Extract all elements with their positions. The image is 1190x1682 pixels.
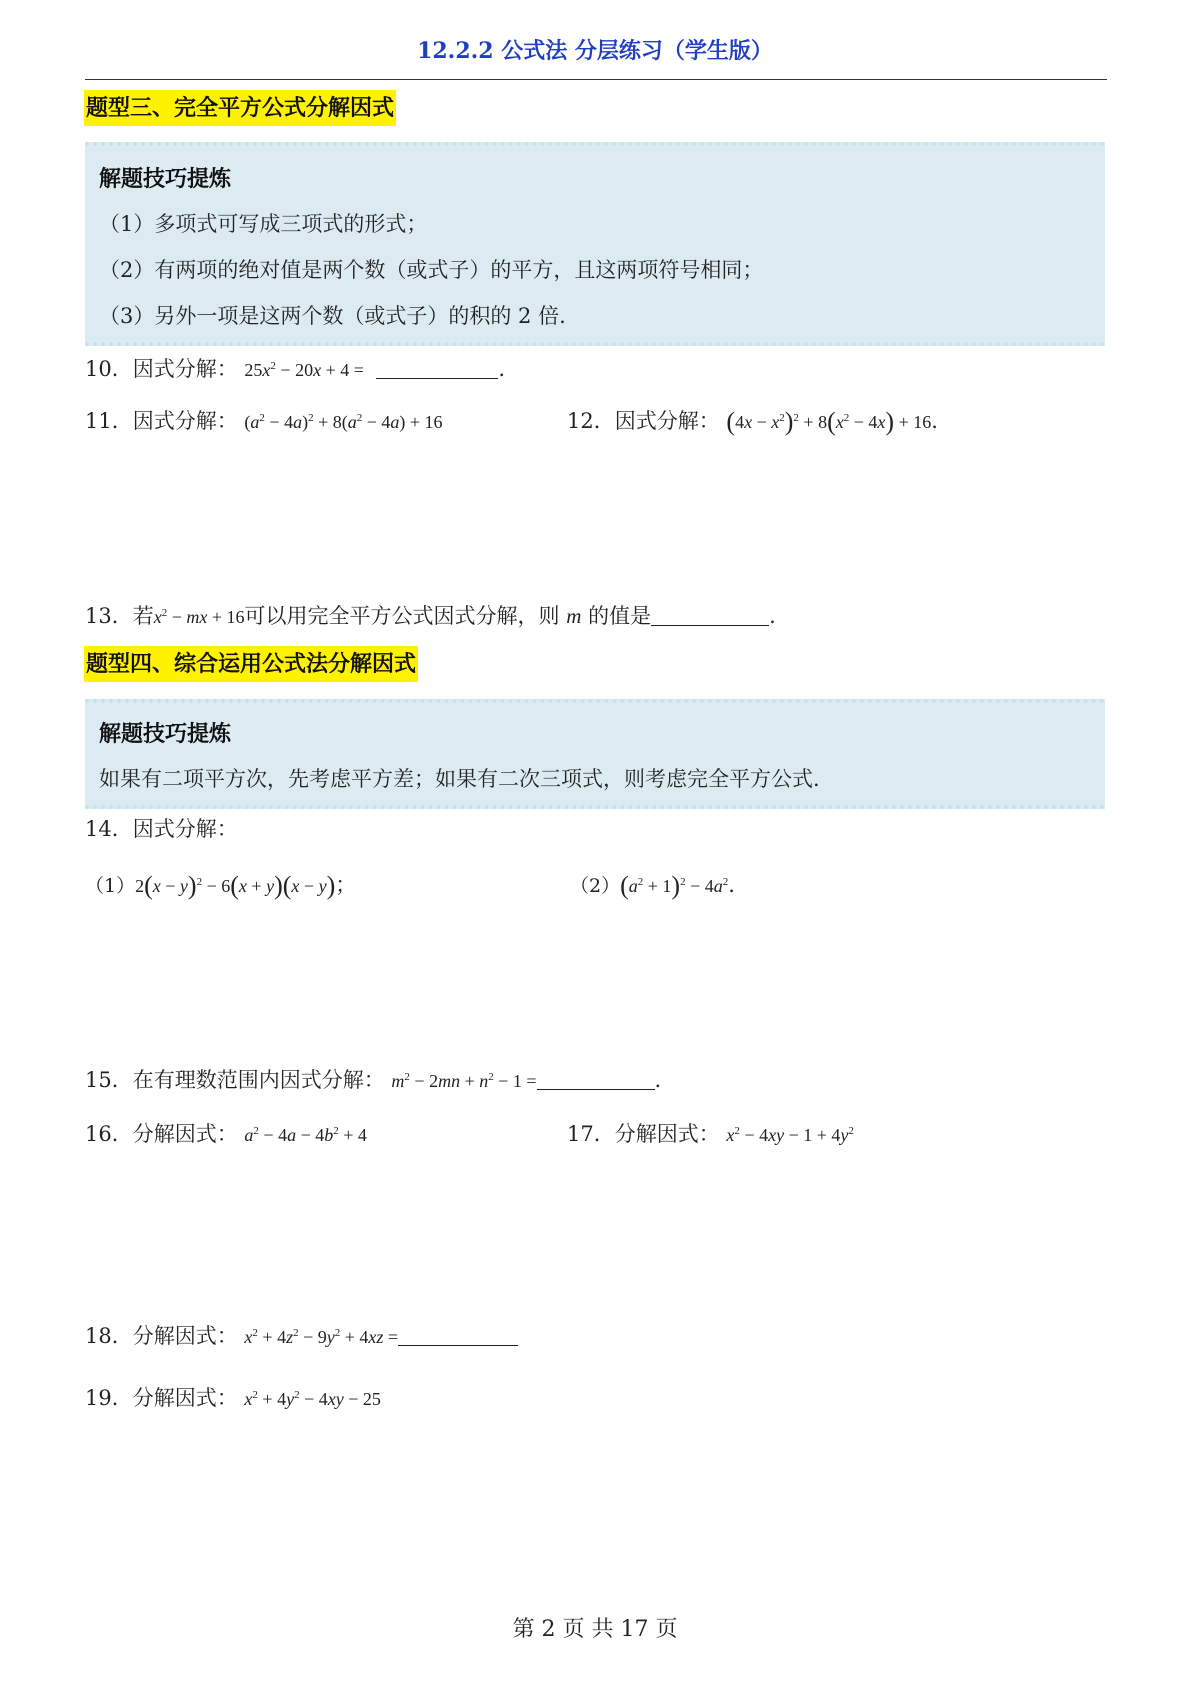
question-label: 16．分解因式： [85, 1122, 238, 1146]
question-18 [85, 1321, 518, 1352]
question-17 [567, 1119, 854, 1150]
math-expression: $x^2$ − mx + 16 [153, 607, 245, 627]
question-16 [85, 1119, 367, 1150]
question-label: 18．分解因式： [85, 1324, 238, 1348]
page-header-title: 12.2.2 公式法 分层练习（学生版） [417, 38, 773, 64]
math-expression: $(a^2 + 1)^2 - 4a^2$ [620, 871, 729, 900]
tip-box-4 [85, 699, 1105, 809]
math-expression: $x^2 - 4xy - 1 + 4y^2$ [726, 1125, 854, 1145]
answer-blank[interactable] [376, 358, 498, 379]
question-label: 15．在有理数范围内因式分解： [85, 1068, 385, 1092]
answer-blank[interactable] [537, 1069, 655, 1090]
question-14: 14．因式分解： [85, 817, 238, 841]
math-expression: $a^2 - 4a - 4b^2 + 4$ [244, 1125, 367, 1145]
section-title-3: 题型三、完全平方公式分解因式 [84, 90, 396, 126]
math-expression: $(a^2 - 4a)^2 + 8(a^2 - 4a) + 16$ [244, 412, 443, 432]
question-label: 10．因式分解： [85, 357, 238, 381]
question-label: 19．分解因式： [85, 1386, 238, 1410]
answer-blank[interactable] [651, 605, 769, 626]
tip-title: 解题技巧提炼 [99, 721, 232, 747]
math-expression: $m^2 - 2mn + n^2 - 1$ = [391, 1071, 537, 1091]
tip-box-3 [85, 142, 1105, 346]
question-label: 17．分解因式： [567, 1122, 720, 1146]
tip-line-3: （3）另外一项是这两个数（或式子）的积的 2 倍. [99, 304, 566, 328]
header-rule [85, 79, 1107, 80]
tip-line-2: （2）有两项的绝对值是两个数（或式子）的平方，且这两项符号相同； [99, 258, 764, 282]
question-14-part-1: $(1)2(x - y)^2 - 6(x + y)(x - y)$； [85, 871, 357, 900]
question-label: 11．因式分解： [85, 409, 238, 433]
tip-line-1: （1）多项式可写成三项式的形式； [99, 212, 428, 236]
question-12: 12．因式分解： $(4x - x^2)^2 + 8(x^2 - 4x) + 16$. [567, 407, 938, 436]
math-expression: $(4x - x^2)^2 + 8(x^2 - 4x) + 16$ [726, 407, 932, 436]
math-expression: $25x^2 - 20x + 4$ = [244, 360, 369, 380]
tip-title: 解题技巧提炼 [99, 166, 232, 192]
question-label: 13．若 [85, 604, 154, 628]
question-10: 10．因式分解： $25x^2 - 20x + 4$ = . [85, 357, 506, 381]
tip-line-1: 如果有二项平方次，先考虑平方差；如果有二次三项式，则考虑完全平方公式. [99, 767, 820, 791]
question-14-part-2: $(2)(a^2 + 1)^2 - 4a^2$. [570, 871, 735, 900]
question-15: 15．在有理数范围内因式分解： $m^2 - 2mn + n^2 - 1$ = . [85, 1068, 662, 1092]
math-expression: $2(x - y)^2 - 6(x + y)(x - y)$ [135, 871, 336, 900]
math-expression: $x^2 + 4z^2 - 9y^2 + 4xz$ = [244, 1327, 399, 1347]
question-13: 13．若$x^2$ − mx + 16可以用完全平方公式因式分解，则 m 的值是 . [85, 604, 776, 628]
section-title-4: 题型四、综合运用公式法分解因式 [84, 646, 418, 682]
question-label: 12．因式分解： [567, 409, 720, 433]
question-19 [85, 1383, 381, 1414]
question-11 [85, 406, 443, 437]
page-footer: 第 2 页 共 17 页 [512, 1617, 678, 1642]
math-expression: $x^2 + 4y^2 - 4xy - 25$ [244, 1389, 381, 1409]
answer-blank[interactable] [398, 1325, 518, 1346]
